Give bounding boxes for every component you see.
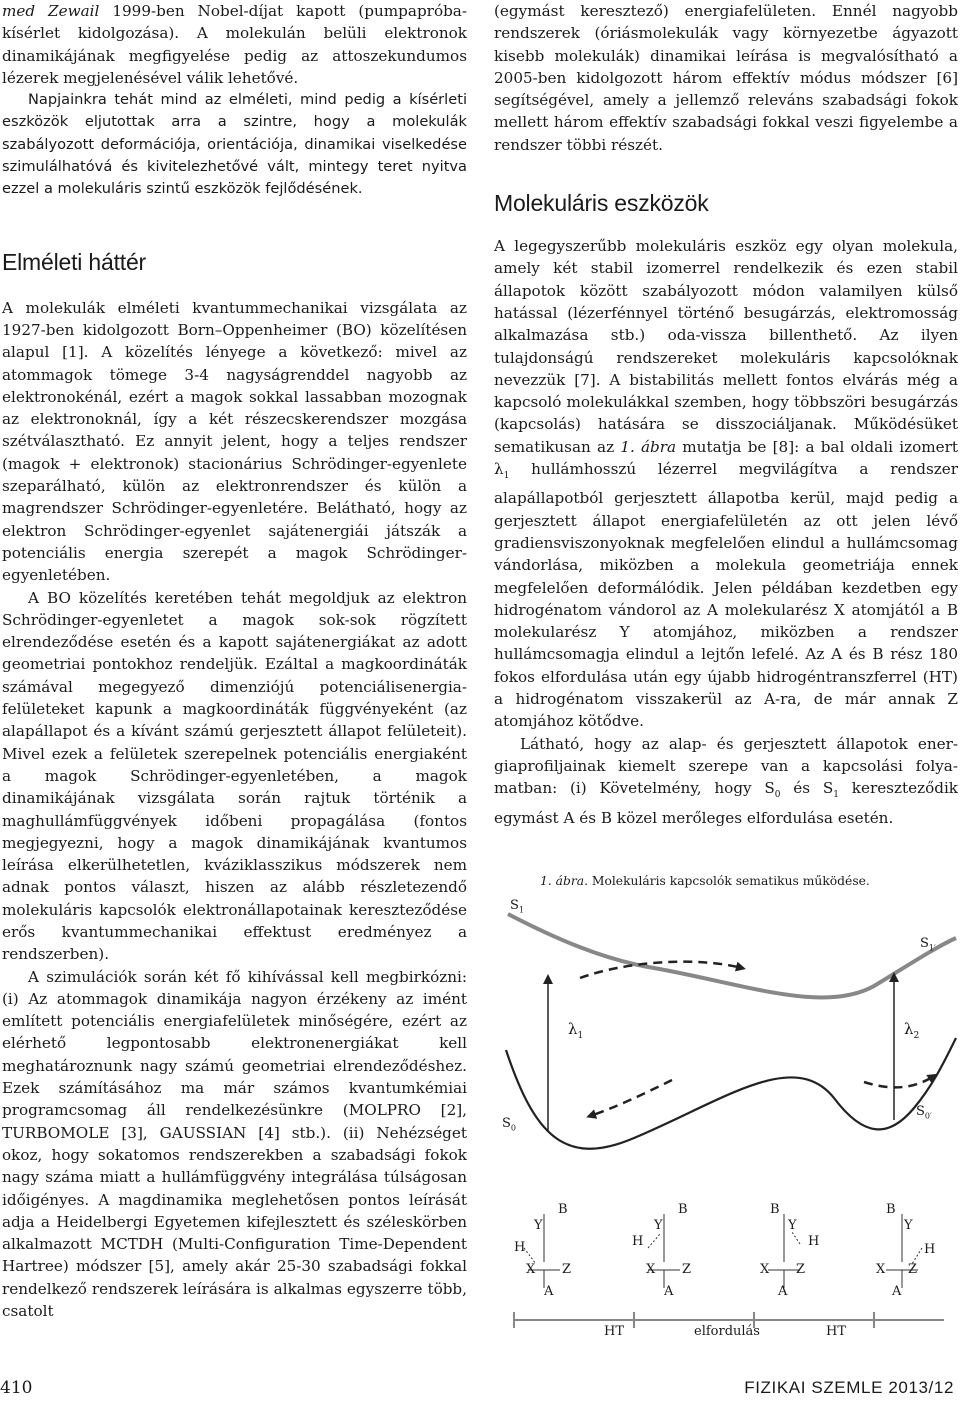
wavepacket-arrow-left bbox=[590, 1080, 672, 1116]
lambda-symbol: λ bbox=[494, 460, 504, 479]
section-heading: Molekuláris eszközök bbox=[494, 190, 709, 217]
paragraph: A BO közelítés keretében tehát megoldjuk az elektron Schrödinger-egyenletet a magok sok-sok rögzített elrendeződése esetén és a kapott sajátenergiákat az adott geometriai pontokhoz rendeljük. Ezáltal a magkoordináták számával megegyező dimenziójú potenciálisenergia-felületeket kapunk a magkoordináták függvényeként (az alapállapot és a kívánt számú gerjesztett állapot felületeit). Mivel ezek a felületek szerepelnek potenciális energiaként a magok Schrödinger-egyenletében, a magok dinamikájának vizsgálata során rajtuk történik a maghullámfüggvények időbeni propagálása (fontos megjegyezni, hogy a magok dinamikájának kvantumos leírása elkerülhetetlen, kváziklasszikus módszerek nem adnak pontos választ, hiszen az alább részletezendő molekuláris kapcsolók elektronállapotainak kereszteződése erős kvantummechanikai effektust eredményez a rendszerben). bbox=[2, 588, 467, 964]
intro-italic-name: med Zewail bbox=[2, 2, 100, 20]
figure-molecular-switch bbox=[494, 868, 960, 1346]
label-s0: $S_0$ bbox=[502, 1116, 516, 1133]
excited-state-curve bbox=[508, 914, 956, 997]
section-heading: Elméleti háttér bbox=[2, 248, 147, 275]
text-run: Látható, hogy az alap- és gerjesztett állapotok energiaprofiljainak kiemelt szerepe van a kapcsolási folyamatban: (i) Követelmény, hogy S bbox=[494, 734, 958, 798]
text-run: kereszteződik egymást A és B közel merőleges elfordulása esetén. bbox=[494, 779, 959, 827]
paragraph: (egymást keresztező) energiafelületen. Ennél nagyobb rendszerek (óriásmolekulák vagy környezetbe ágyazott kisebb molekulák) dinamikai leírása is megvalósítható a 2005-ben kidolgozott három effektív módus módszer [6] segítségével, amely a jellemző releváns szabadsági fokok mellett három effektív szabadsági fokkal veszi figyelembe a rendszer többi részét. bbox=[494, 2, 958, 154]
molecule-4-labels: B Y H X Z A bbox=[876, 1202, 936, 1299]
text-run: mutatja be [8]: a bal oldali izomert bbox=[676, 437, 958, 456]
intro-text: 1999-ben Nobel-díjat kapott (pumpapróba-kísérlet kidolgozása). A molekulán belüli elektronok dinamikájának megfigyelése pedig az attoszekundumos lézerek megjelenésével válik lehetővé. bbox=[2, 2, 467, 87]
molecule-3-labels: B Y H X Z A bbox=[760, 1202, 820, 1299]
molecule-2-labels: B Y H X Z A bbox=[632, 1202, 692, 1299]
paragraph bbox=[494, 235, 958, 733]
right-column bbox=[494, 0, 958, 829]
label-s1: $S_1$ bbox=[510, 898, 524, 915]
subscript: 1 bbox=[833, 790, 839, 801]
subscript: 1 bbox=[503, 471, 510, 482]
caption-number: 1. ábra bbox=[540, 874, 585, 888]
paragraph bbox=[494, 733, 958, 829]
label-s0-prime: $S_{0'}$ bbox=[916, 1104, 932, 1121]
step-label-ht-1: HT bbox=[604, 1324, 625, 1339]
text-run: és S bbox=[780, 779, 834, 798]
label-lambda1: $\lambda_1$ bbox=[568, 1020, 584, 1041]
figure-caption bbox=[540, 874, 870, 888]
left-column bbox=[2, 0, 467, 1322]
journal-issue: 2013/12 bbox=[888, 1378, 954, 1397]
label-lambda2: $\lambda_2$ bbox=[904, 1020, 920, 1041]
paragraph: A molekulák elméleti kvantummechanikai vizsgálata az 1927-ben kidolgozott Born–Oppenheimer (BO) közelítésen alapul [1]. A közelítés lényege a következő: mivel az atommagok tömege 3-4 nagyságrenddel nagyobb az elektronokénál, ezért a magok sokkal lassabban mozognak az elektronoknál, így a két részecskerendszer mozgása szétválasztható. Ez annyit jelent, hogy a teljes rendszer (magok + elektronok) stacionárius Schrödinger-egyenlete szeparálható, külön az elektronrendszer és külön a magrendszer Schrödinger-egyenletére. Belátható, hogy az elektron Schrödinger-egyenlet sajátenergiái játszák a potenciális energia szerepét a magok Schrödinger-egyenletében. bbox=[2, 298, 467, 585]
ground-state-curve bbox=[506, 1038, 956, 1149]
subscript: 0 bbox=[774, 790, 781, 801]
step-label-rotation: elfordulás bbox=[694, 1324, 760, 1339]
journal-name: FIZIKAI SZEMLE bbox=[744, 1378, 884, 1397]
step-label-ht-2: HT bbox=[826, 1324, 847, 1339]
text-run: A legegyszerűbb molekuláris eszköz egy olyan molekula, amely két stabil izomerrel rendelkezik és ezen stabil állapotok között szabályozott módon valamilyen külső hatással (lézerfénnyel történő besugárzás, elektromosság alkalmazása stb.) oda-vissza billenthető. Az ilyen tulajdonságú rendszereket molekuláris kapcsolóknak nevezzük [7]. A bistabilitás mellett fontos elvárás még a kapcsoló molekulákkal szemben, hogy többszöri besugárzás (kapcsolás) hatására se disszociáljanak. Működésüket sematikusan az bbox=[494, 237, 958, 456]
paragraph: Napjainkra tehát mind az elméleti, mind pedig a kísérleti eszközök eljutottak arra a szintre, hogy a molekulák szabályozott deformációja, orientációja, dinamikai viselkedése szimulálhatóvá és kivitelezhetővé vált, mintegy teret nyitva ezzel a molekuláris szintű eszközök fejlődésének. bbox=[2, 91, 467, 198]
page-number: 410 bbox=[0, 1378, 33, 1398]
journal-footer bbox=[744, 1378, 954, 1398]
intro-paragraph bbox=[2, 0, 467, 89]
molecule-1-labels: B Y H X Z A bbox=[514, 1202, 572, 1299]
label-s1-prime: $S_{1'}$ bbox=[920, 936, 936, 953]
wavepacket-arrow-right bbox=[864, 1076, 934, 1087]
caption-text: . Molekuláris kapcsolók sematikus működése. bbox=[584, 874, 870, 888]
text-run: hullámhosszú lézerrel megvilágítva a rendszer alapállapotból gerjesztett állapotba kerül, majd pedig a gerjesztett állapot energiafelületén az ott jelen lévő gradiensviszonyoknak megfelelően elindul a hullámcsomag vándorlása, miközben a molekula geometriája ennek megfelelően deformálódik. Jelen példában kezdetben egy hidrogénatom vándorol az A molekularész X atomjától a B molekularész Y atomjához, miközben a rendszer hullámcsomagja elindul a lejtőn lefelé. Az A és B rész 180 fokos elfordulása után egy újabb hidrogéntranszferrel (HT) a hidrogénatom visszakerül az A-ra, de már annak Z atomjához kötődve. bbox=[494, 460, 958, 731]
figure-reference: 1. ábra bbox=[620, 437, 677, 456]
paragraph: A szimulációk során két fő kihívással kell megbirkózni: (i) Az atommagok dinamikája nagyon érzékeny az imént említett potenciális energiafelületek minőségére, ezért az elérhető legpontosabb elektronenergiákat kell meghatároznunk nagy számú geometriai elrendeződéshez. Ezek számításához ma már számos kvantumkémiai programcsomag áll rendelkezésünkre (MOLPRO [2], TURBOMOLE [3], GAUSSIAN [4] stb.). (ii) Nehézséget okoz, hogy sokatomos rendszerekben a szabadsági fokok nagy száma miatt a hullámfüggvény integrálása túlságosan időigényes. A magdinamika meglehetősen pontos leírását adja a Heidelbergi Egyetemen kifejlesztett és széleskörben alkalmazott MCTDH (Multi-Configuration Time-Dependent Hartree) módszer [5], amely akár 25-30 szabadsági fokkal rendelkező rendszerek leírására is alkalmas egyszerre több, csatolt bbox=[2, 967, 467, 1321]
